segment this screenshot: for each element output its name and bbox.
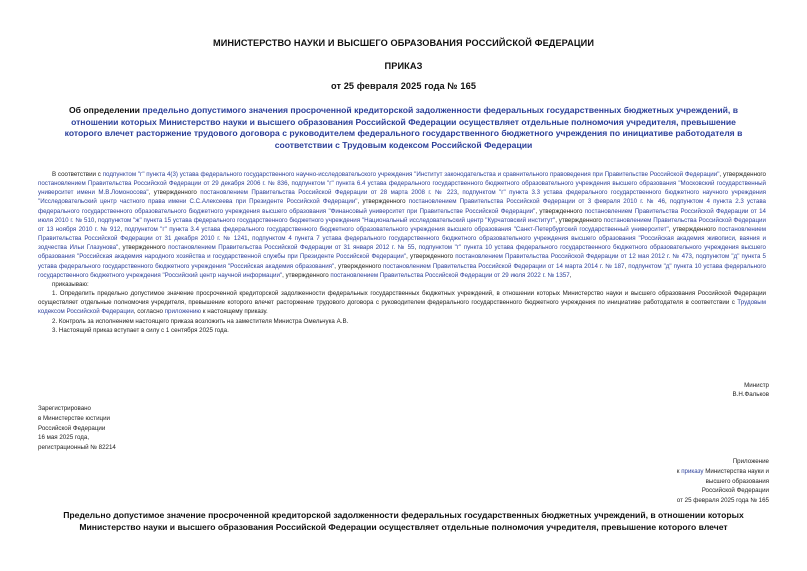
appendix-link[interactable]: приложению xyxy=(164,308,202,316)
reference-link[interactable]: постановлением Правительства Российской Федерации от 3 февраля 2010 г. № 46 xyxy=(408,198,665,206)
signer-role: Министр xyxy=(744,382,769,389)
preamble-paragraph xyxy=(38,170,766,280)
reference-link[interactable]: подпунктом "г" пункта 3.4 устава федерального государственного бюджетного образовательного учреждения высшего образования "Санкт-Петербургский государственный университет" xyxy=(124,225,669,233)
reference-link[interactable]: подпунктом "г" пункта 6.4 устава федерального государственного бюджетного образовательного учреждения высшего образования "Московский государственный университет имени М.В.Ломоносова" xyxy=(38,180,766,197)
text-fragment: , xyxy=(287,180,292,188)
text-fragment: , xyxy=(414,244,419,252)
text-fragment: , утвержденного xyxy=(118,244,169,252)
text-fragment: , xyxy=(664,198,670,206)
registration-block xyxy=(38,404,116,453)
appendix-ref xyxy=(677,467,769,477)
reference-link[interactable]: постановлением Правительства Российской Федерации от 28 марта 2008 г. № 223 xyxy=(200,189,458,197)
labor-code-link[interactable]: Трудовым кодексом Российской Федерации xyxy=(38,299,766,316)
signer-name: В.Н.Фальков xyxy=(732,391,769,399)
registration-line: Зарегистрировано xyxy=(38,405,91,412)
text-fragment: , утвержденного xyxy=(719,171,766,178)
reference-link[interactable]: подпунктом 4 пункта 7 устава федерального государственного бюджетного образовательного учреждения высшего образования "Российская академия живописи, ваяния и зодчества Ильи Глазунова" xyxy=(38,235,766,252)
title-prefix: Об определении xyxy=(69,105,143,115)
text-fragment: , xyxy=(691,253,696,261)
clause-1 xyxy=(38,289,766,316)
text-fragment: , утвержденного xyxy=(668,225,719,233)
reference-link[interactable]: подпунктом "ж" пункта 15 устава федерального государственного бюджетного учреждения "Национальный исследовательский центр "Курчатовский институт" xyxy=(97,216,556,224)
registration-number: регистрационный № 82214 xyxy=(38,444,116,452)
text-fragment: , xyxy=(120,225,125,233)
order-word: приказываю: xyxy=(52,280,89,288)
text-fragment: , утвержденного xyxy=(555,216,604,224)
text-fragment: к настоящему приказу. xyxy=(201,308,268,316)
reference-link[interactable]: постановлением Правительства Российской Федерации от 13 ноября 2010 г. № 912 xyxy=(38,216,766,233)
reference-link[interactable]: постановлением Правительства Российской Федерации от 31 декабря 2010 г. № 1241 xyxy=(38,225,766,243)
reference-link[interactable]: подпунктом 4 пункта 2.3 устава федерального государственного образовательного бюджетного учреждения высшего образования "Финансовый университет при Правительстве Российской Федерации" xyxy=(38,198,766,215)
clause-3: 3. Настоящий приказ вступает в силу с 1 сентября 2025 года. xyxy=(52,326,229,334)
text-fragment: В соответствии с xyxy=(52,171,103,178)
reference-link[interactable]: постановлением Правительства Российской Федерации от 12 мая 2012 г. № 473 xyxy=(455,253,692,261)
text-fragment: , утвержденного xyxy=(334,262,384,270)
registration-line: Российской Федерации xyxy=(38,424,106,432)
ministry-header: МИНИСТЕРСТВО НАУКИ И ВЫСШЕГО ОБРАЗОВАНИЯ РОССИЙСКОЙ ФЕДЕРАЦИИ xyxy=(212,38,595,48)
appendix-ref: Российской Федерации xyxy=(701,487,769,495)
reference-link[interactable]: подпунктом "г" пункта 4(3) устава федерального государственного научно-исследовательского учреждения "Институт законодательства и сравнительного правоведения при Правительстве Российской Федерации" xyxy=(102,171,720,178)
text-fragment: , xyxy=(94,216,98,224)
text-fragment: к xyxy=(676,467,682,475)
reference-link[interactable]: подпунктом "д" пункта 10 устава федерального государственного бюджетного учреждения "Российский центр научной информации" xyxy=(38,262,766,279)
text-fragment: , согласно xyxy=(133,308,165,316)
appendix-header xyxy=(677,457,769,506)
text-fragment: , утвержденного xyxy=(148,189,201,197)
doc-date-number: от 25 февраля 2025 года № 165 xyxy=(330,81,477,91)
registration-date: 16 мая 2025 года, xyxy=(38,434,90,442)
text-fragment: , xyxy=(624,262,629,270)
text-fragment: , утвержденного xyxy=(535,207,585,215)
appendix-ref-date: от 25 февраля 2025 года № 165 xyxy=(676,497,769,505)
order-body xyxy=(38,170,766,335)
text-fragment: , утвержденного xyxy=(282,271,331,279)
order-link[interactable]: приказу xyxy=(681,467,704,475)
reference-link[interactable]: постановлением Правительства Российской Федерации от 14 марта 2014 г. № 187 xyxy=(383,262,625,270)
text-fragment: Министерства науки и xyxy=(703,467,769,475)
text-fragment: , xyxy=(457,189,463,197)
reference-link[interactable]: постановлением Правительства Российской Федерации от 14 июля 2010 г. № 510 xyxy=(38,207,766,224)
reference-link[interactable]: подпунктом "д" пункта 5 устава федерального государственного бюджетного учреждения "Российская академия образования" xyxy=(38,253,766,270)
doc-type: ПРИКАЗ xyxy=(384,61,423,71)
text-fragment: , xyxy=(247,235,253,243)
appendix-ref: высшего образования xyxy=(705,477,769,485)
text-fragment: 1. Определить предельно допустимое значение просроченной кредиторской задолженности федеральных государственных бюджетных учреждений, в отношении которых Министерство науки и высшего образования Российской Федерации осуществляет отдельные полномочия учредителя, превышение которого влечет расторжение трудового договора с руководителем федерального государственного бюджетного учреждения по инициативе работодателя в соответствии с xyxy=(38,290,766,307)
order-title xyxy=(58,105,749,151)
text-fragment: , утвержденного xyxy=(406,253,456,261)
text-fragment: , xyxy=(569,271,572,279)
title-link[interactable]: предельно допустимого значения просроченной кредиторской задолженности федеральных государственных бюджетных учреждений, в отношении которых Министерство науки и высшего образования Российской Федерации осуществляет отдельные полномочия учредителя, превышение которого влечет расторжение трудового договора с руководителем федерального государственного бюджетного учреждения по инициативе работодателя в соответствии с Трудовым кодексом Российской Федерации xyxy=(64,105,743,150)
reference-link[interactable]: подпунктом "г" пункта 3.3 устава федерального государственного бюджетного научного учреждения "Исследовательский центр частного права имени С.С.Алексеева при Президенте Российской Федерации" xyxy=(38,189,766,206)
reference-link[interactable]: подпунктом "г" пункта 10 устава федерального государственного бюджетного образовательного учреждения высшего образования "Российская академия народного хозяйства и государственной службы при Президенте Российской Федерации" xyxy=(38,244,766,261)
text-fragment: , утвержденного xyxy=(357,198,409,206)
appendix-label: Приложение xyxy=(732,458,769,465)
signature-block xyxy=(732,381,769,400)
reference-link[interactable]: постановлением Правительства Российской Федерации от 29 декабря 2006 г. № 836 xyxy=(38,180,288,188)
registration-line: в Министерстве юстиции xyxy=(38,414,111,422)
appendix-title: Предельно допустимое значение просроченной кредиторской задолженности федеральных государственных бюджетных учреждений, в отношении которых Министерство науки и высшего образования Российской Федерации осуществляет отдельные полномочия учредителя, превышение которого влечет xyxy=(63,510,744,532)
clause-2: 2. Контроль за исполнением настоящего приказа возложить на заместителя Министра Омельчука А.В. xyxy=(52,317,349,325)
reference-link[interactable]: постановлением Правительства Российской Федерации от 29 июля 2022 г. № 1357 xyxy=(330,271,570,279)
reference-link[interactable]: постановлением Правительства Российской Федерации от 31 января 2012 г. № 55 xyxy=(168,244,415,252)
